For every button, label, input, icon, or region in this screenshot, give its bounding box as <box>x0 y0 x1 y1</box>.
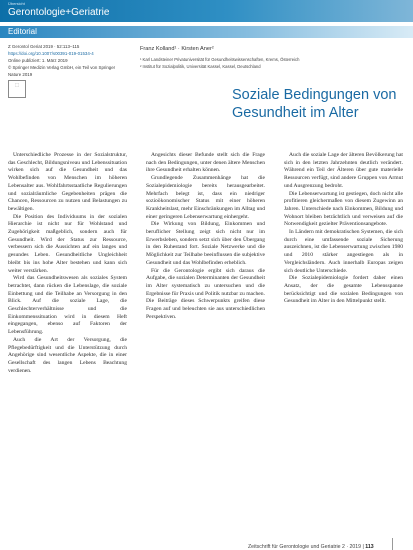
paragraph: Unterschiedliche Prozesse in der Sozialstruktur, das Geschlecht, Bildungsniveau und Lebenssituation wirken sich auf die Gesundheit und das Wohlbefinden von Menschen im höheren Lebensalter aus. Wohlfahrtsstaatliche Regulierungen und sozialräumliche Gegebenheiten prägen die Chancen, Ressourcen zu nutzen und Belastungen zu bewältigen. <box>8 152 127 212</box>
section-label: Editorial <box>8 27 37 36</box>
paragraph: Die Lebenserwartung ist gestiegen, doch nicht alle profitieren gleichermaßen von diesem Zugewinn an Jahren. Unterschiede nach Einkommen, Bildung und Wohnort bleiben beträchtlich und verweisen auf die Notwendigkeit gezielter Präventionsangebote. <box>284 190 403 228</box>
footer-journal: Zeitschrift für Gerontologie und Geriatrie 2 · 2019 <box>248 544 362 550</box>
body-column-1 <box>8 152 127 532</box>
paragraph: Auch die Art der Versorgung, die Pflegebedürftigkeit und die Unterstützung durch Angehörige sind wesentliche Aspekte, die in einer Gesellschaft des langen Lebens Beachtung verdienen. <box>8 336 127 374</box>
citation: Z Gerontol Geriat 2019 · 52:113–115 <box>8 44 80 49</box>
paragraph: Auch die soziale Lage der älteren Bevölkerung hat sich in den letzten Jahrzehnten deutlich verändert. Während ein Teil der Älteren über gute materielle Ressourcen verfügt, sind andere Gruppen von Armut und Ausgrenzung bedroht. <box>284 152 403 189</box>
header-supertitle: Übersicht <box>8 1 25 6</box>
journal-header-band <box>0 0 413 22</box>
paragraph: Wird das Gesundheitswesen als soziales System betrachtet, dann rücken die Lebenslage, die soziale Einbettung und die Teilhabe an Versorgung in den Blick. Auf die soziale Lage, die Geschlechterverhältnisse und die Einkommenssituation wird in diesem Heft eingegangen, ebenso auf Faktoren der Lebensführung. <box>8 275 127 336</box>
paragraph: Für die Gerontologie ergibt sich daraus die Aufgabe, die sozialen Determinanten der Gesundheit im Alter systematisch zu untersuchen und die Ergebnisse für Praxis und Politik nutzbar zu machen. Die Beiträge dieses Schwerpunkts greifen diese Fragen auf und beleuchten sie aus unterschiedlichen Perspektiven. <box>146 267 265 320</box>
affiliation: ¹ Karl Landsteiner Privatuniversität für Gesundheitswissenschaften, Krems, Österreich <box>140 57 300 62</box>
body-column-2 <box>146 152 265 532</box>
paragraph: Angesichts dieser Befunde stellt sich die Frage nach den Bedingungen, unter denen ältere Menschen ihre Gesundheit erhalten können. <box>146 152 265 174</box>
authors: Franz Kolland¹ · Kirsten Aner² <box>140 46 214 52</box>
page-number: 113 <box>365 544 374 550</box>
section-bar <box>0 26 413 38</box>
journal-name: Gerontologie+Geriatrie <box>8 7 110 18</box>
paragraph: Die Position des Individuums in der sozialen Hierarchie ist nicht nur für Wohlstand und Zugehörigkeit maßgeblich, sondern auch für Gesundheit. Wird der Status zur Ressource, verbessern sich die Aussichten auf ein langes und gesundes Leben. Gesundheitliche Ungleichheit bleibt bis ins hohe Alter bestehen und kann sich weiter verstärken. <box>8 213 127 274</box>
paragraph: Die Sozialepidemiologie fordert daher einen Ansatz, der die gesamte Lebensspanne berücksichtigt und die sozialen Bedingungen von Gesundheit im Alter in den Mittelpunkt stellt. <box>284 275 403 305</box>
paragraph: In Ländern mit demokratischen Systemen, die sich durch eine umfassende soziale Sicherung auszeichnen, ist die Lebenserwartung zwischen 1980 und 2010 stärker angestiegen als in Vergleichsländern. Auch innerhalb Europas zeigen sich deutliche Unterschiede. <box>284 229 403 274</box>
article-meta <box>8 43 128 78</box>
copyright: © Springer Medizin Verlag GmbH, ein Teil von Springer Nature 2019 <box>8 65 116 77</box>
affiliations <box>140 56 405 70</box>
article-title: Soziale Bedingungen von Gesundheit im Alter <box>232 87 397 121</box>
footer-divider <box>392 538 393 550</box>
affiliation: ² Institut für Sozialpolitik, Universität Kassel, Kassel, Deutschland <box>140 64 261 69</box>
doi-link[interactable]: https://doi.org/10.1007/s00391-019-01534-4 <box>8 51 94 56</box>
paragraph: Die Wirkung von Bildung, Einkommen und beruflicher Stellung zeigt sich nicht nur im Erwerbsleben, sondern setzt sich über den Übergang in den Ruhestand fort. Soziale Netzwerke und die Möglichkeit zur Teilhabe beeinflussen die subjektive Gesundheit und das Wohlbefinden erheblich. <box>146 221 265 266</box>
page-footer: Zeitschrift für Gerontologie und Geriatrie 2 · 2019 | 113 <box>248 544 374 550</box>
publisher-logo-icon: ⬚ <box>8 80 26 98</box>
body-column-3 <box>284 152 403 532</box>
paragraph: Grundlegende Zusammenhänge hat die Sozialepidemiologie bereits herausgearbeitet. Mehrfach belegt ist, dass ein niedriger sozioökonomischer Status mit einer höheren Krankheitslast, mehr Einschränkungen im Alltag und einer geringeren Lebenserwartung einhergeht. <box>146 175 265 220</box>
online-date: Online publiziert: 1. März 2019 <box>8 58 68 63</box>
